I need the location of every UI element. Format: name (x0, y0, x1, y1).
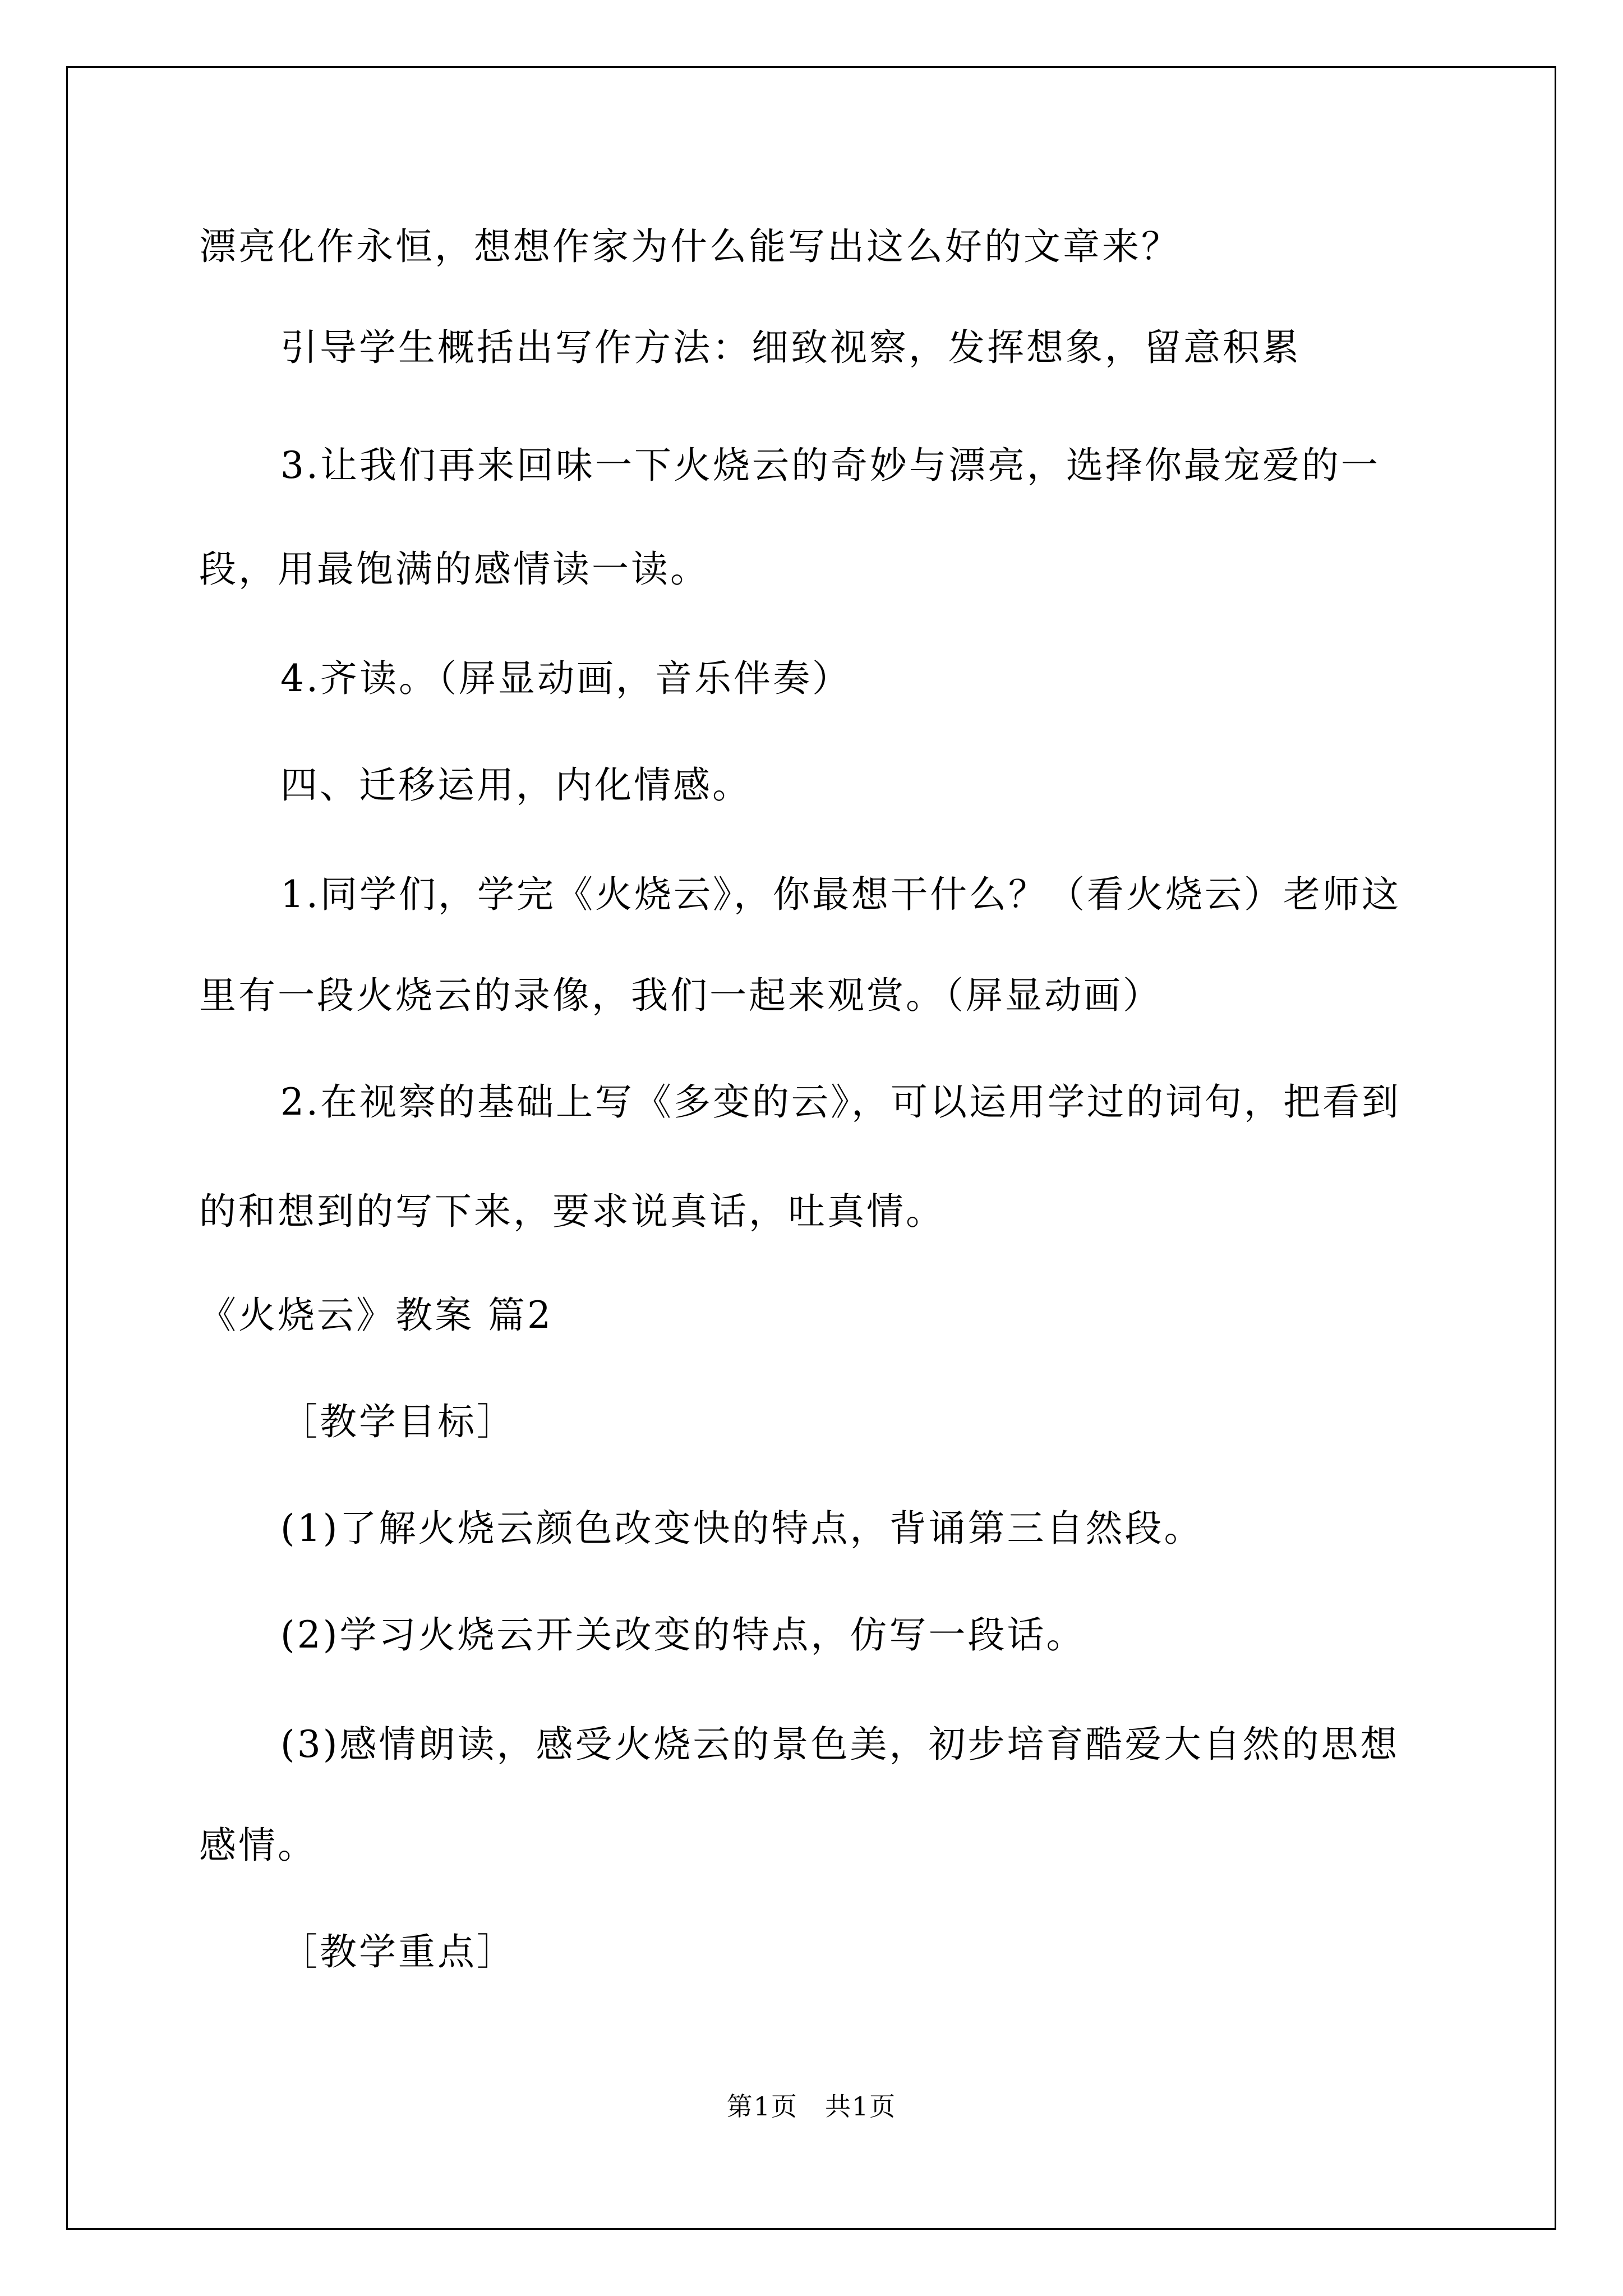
goal-item-1: (1)了解火烧云颜色改变快的特点，背诵第三自然段。 (280, 1507, 1204, 1550)
body-line-8: 里有一段火烧云的录像，我们一起来观赏。（屏显动画） (199, 974, 1162, 1017)
page-footer: 第1页 共1页 (726, 2091, 897, 2122)
goal-item-3-continued: 感情。 (199, 1824, 317, 1867)
body-line-7: 1.同学们，学完《火烧云》，你最想干什么？（看火烧云）老师这 (280, 873, 1401, 916)
body-line-2: 引导学生概括出写作方法：细致视察，发挥想象，留意积累 (280, 326, 1301, 369)
body-line-9: 2.在视察的基础上写《多变的云》，可以运用学过的词句，把看到 (280, 1080, 1401, 1124)
subheading-teaching-goals: ［教学目标］ (280, 1400, 516, 1443)
page-border (66, 66, 1556, 2230)
goal-item-3: (3)感情朗读，感受火烧云的景色美，初步培育酷爱大自然的思想 (280, 1723, 1400, 1766)
body-line-3: 3.让我们再来回味一下火烧云的奇妙与漂亮，选择你最宠爱的一 (280, 444, 1380, 487)
body-line-5: 4.齐读。（屏显动画，音乐伴奏） (280, 657, 851, 700)
body-line-10: 的和想到的写下来，要求说真话，吐真情。 (199, 1190, 945, 1233)
section-heading: 《火烧云》教案 篇2 (199, 1294, 553, 1337)
goal-item-2: (2)学习火烧云开关改变的特点，仿写一段话。 (280, 1613, 1086, 1657)
body-line-6: 四、迁移运用，内化情感。 (280, 763, 751, 807)
body-line-4: 段，用最饱满的感情读一读。 (199, 547, 709, 591)
body-line-1: 漂亮化作永恒，想想作家为什么能写出这么好的文章来？ (199, 225, 1181, 268)
subheading-teaching-focus: ［教学重点］ (280, 1930, 516, 1973)
